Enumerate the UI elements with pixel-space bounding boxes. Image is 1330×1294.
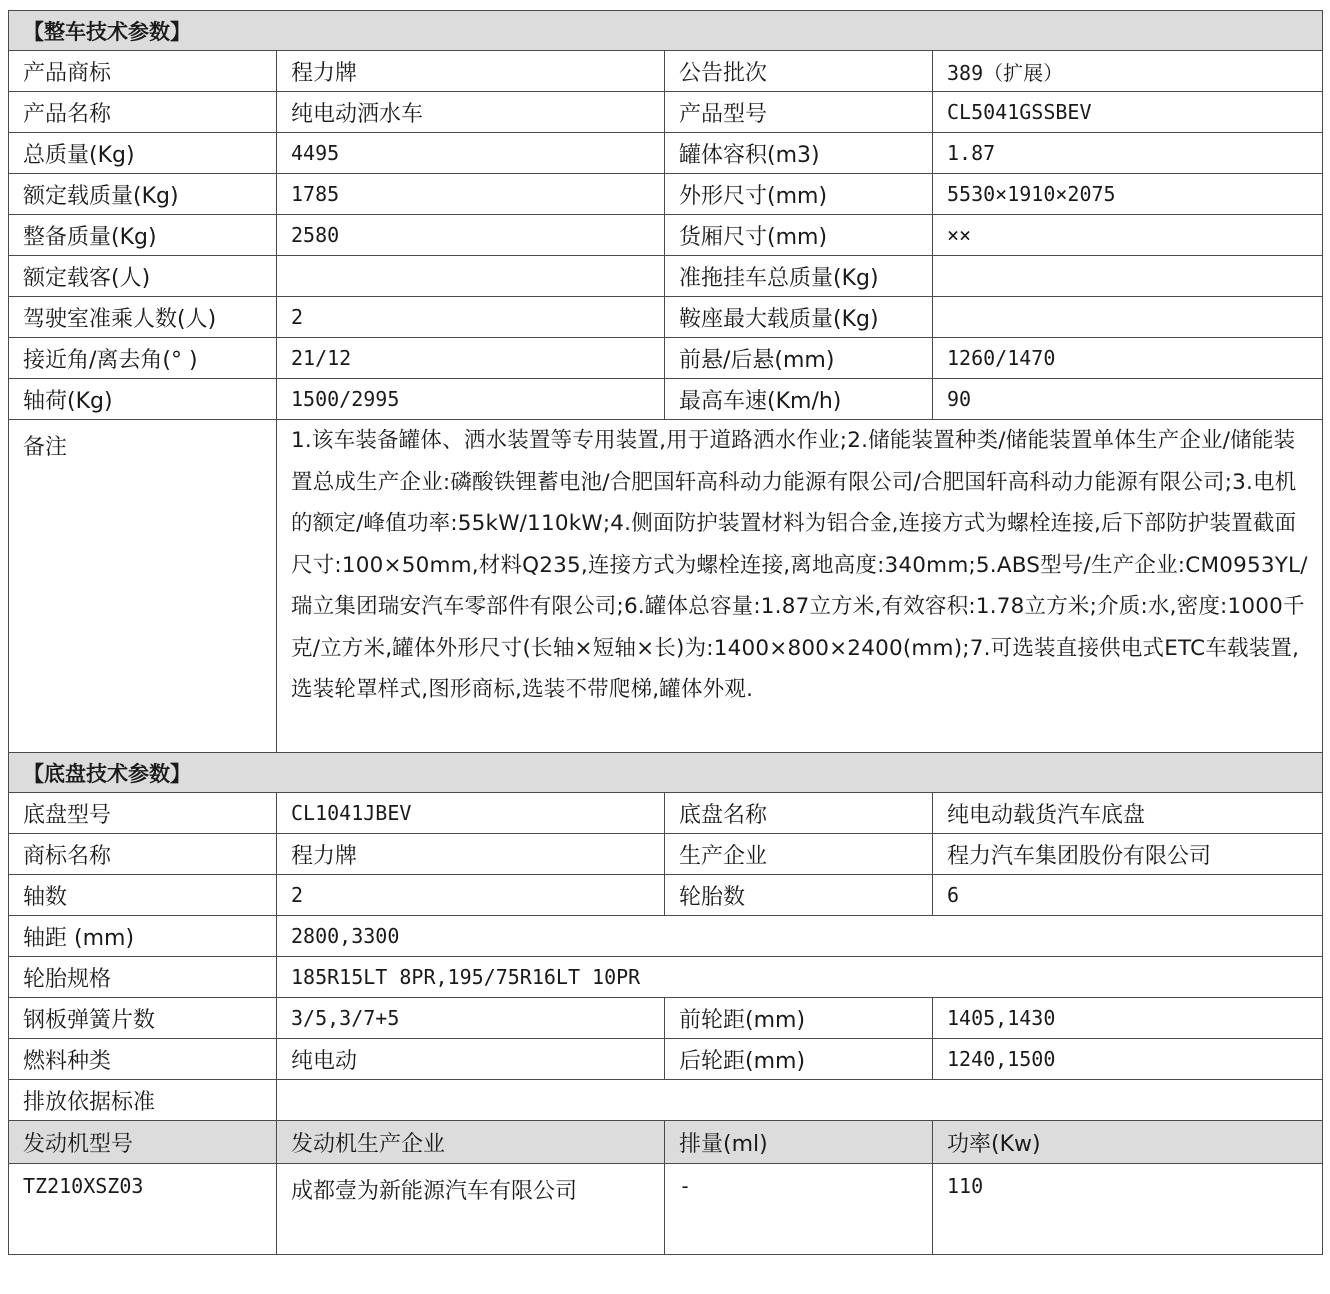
remarks-text: 1.该车装备罐体、洒水装置等专用装置,用于道路洒水作业;2.储能装置种类/储能装置单体生产企业/储能装置总成生产企业:磷酸铁锂蓄电池/合肥国轩高科动力能源有限公司/合肥国轩高科动力能源有限公司;3.电机的额定/峰值功率:55kW/110kW;4.侧面防护装置材料为铝合金,连接方式为螺栓连接,后下部防护装置截面尺寸:100×50mm,材料Q235,连接方式为螺栓连接,离地高度:340mm;5.ABS型号/生产企业:CM0953YL/瑞立集团瑞安汽车零部件有限公司;6.罐体总容量:1.87立方米,有效容积:1.78立方米;介质:水,密度:1000千克/立方米,罐体外形尺寸(长轴×短轴×长)为:1400×800×2400(mm);7.可选装直接供电式ETC车载装置,选装轮罩样式,图形商标,选装不带爬梯,罐体外观.: [277, 420, 1323, 753]
value-cell: 6: [933, 875, 1323, 916]
label-cell: 接近角/离去角(° ): [9, 338, 277, 379]
value-cell: TZ210XSZ03: [9, 1164, 277, 1255]
value-cell: 1260/1470: [933, 338, 1323, 379]
label-cell: 轮胎规格: [9, 957, 277, 998]
table-row: [9, 379, 1323, 420]
column-header: 发动机生产企业: [277, 1121, 665, 1164]
label-cell: 额定载客(人): [9, 256, 277, 297]
spec-table: [8, 10, 1323, 1255]
value-cell: CL1041JBEV: [277, 793, 665, 834]
label-cell: 轮胎数: [665, 875, 933, 916]
value-cell: 2580: [277, 215, 665, 256]
table-row: [9, 875, 1323, 916]
column-header: 排量(ml): [665, 1121, 933, 1164]
label-cell: 轴荷(Kg): [9, 379, 277, 420]
value-cell: [933, 297, 1323, 338]
engine-row: [9, 1164, 1323, 1255]
label-cell: 整备质量(Kg): [9, 215, 277, 256]
label-cell: 货厢尺寸(mm): [665, 215, 933, 256]
label-cell: 额定载质量(Kg): [9, 174, 277, 215]
table-row: [9, 998, 1323, 1039]
value-cell: 程力牌: [277, 51, 665, 92]
table-row: [9, 957, 1323, 998]
value-cell: 110: [933, 1164, 1323, 1255]
value-cell: 1.87: [933, 133, 1323, 174]
label-cell: 前悬/后悬(mm): [665, 338, 933, 379]
label-cell: 驾驶室准乘人数(人): [9, 297, 277, 338]
table-row: [9, 1039, 1323, 1080]
section-title-chassis: 【底盘技术参数】: [9, 753, 1323, 793]
value-cell: ××: [933, 215, 1323, 256]
value-cell: 3/5,3/7+5: [277, 998, 665, 1039]
value-cell: 程力牌: [277, 834, 665, 875]
section-title-vehicle: 【整车技术参数】: [9, 11, 1323, 51]
table-row: [9, 1080, 1323, 1121]
label-cell: 总质量(Kg): [9, 133, 277, 174]
remarks-label: 备注: [9, 420, 277, 753]
label-cell: 鞍座最大载质量(Kg): [665, 297, 933, 338]
value-cell: -: [665, 1164, 933, 1255]
value-cell: 185R15LT 8PR,195/75R16LT 10PR: [277, 957, 1323, 998]
value-cell: 纯电动: [277, 1039, 665, 1080]
value-cell: 纯电动载货汽车底盘: [933, 793, 1323, 834]
table-row: [9, 338, 1323, 379]
value-cell: 2: [277, 875, 665, 916]
value-cell: 4495: [277, 133, 665, 174]
value-cell: 1240,1500: [933, 1039, 1323, 1080]
value-cell: 1500/2995: [277, 379, 665, 420]
label-cell: 轴距 (mm): [9, 916, 277, 957]
label-cell: 前轮距(mm): [665, 998, 933, 1039]
label-cell: 最高车速(Km/h): [665, 379, 933, 420]
value-cell: 纯电动洒水车: [277, 92, 665, 133]
label-cell: 底盘型号: [9, 793, 277, 834]
table-row: [9, 51, 1323, 92]
value-cell: 5530×1910×2075: [933, 174, 1323, 215]
engine-header-row: [9, 1121, 1323, 1164]
label-cell: 产品名称: [9, 92, 277, 133]
label-cell: 产品型号: [665, 92, 933, 133]
value-cell: 389（扩展）: [933, 51, 1323, 92]
value-cell: 1785: [277, 174, 665, 215]
table-row: [9, 916, 1323, 957]
table-row: [9, 297, 1323, 338]
column-header: 功率(Kw): [933, 1121, 1323, 1164]
table-row: [9, 215, 1323, 256]
value-cell: [277, 1080, 1323, 1121]
label-cell: 燃料种类: [9, 1039, 277, 1080]
value-cell: [933, 256, 1323, 297]
label-cell: 罐体容积(m3): [665, 133, 933, 174]
label-cell: 商标名称: [9, 834, 277, 875]
table-row: [9, 174, 1323, 215]
value-cell: 21/12: [277, 338, 665, 379]
label-cell: 轴数: [9, 875, 277, 916]
table-row: [9, 133, 1323, 174]
label-cell: 底盘名称: [665, 793, 933, 834]
value-cell: 程力汽车集团股份有限公司: [933, 834, 1323, 875]
label-cell: 钢板弹簧片数: [9, 998, 277, 1039]
label-cell: 外形尺寸(mm): [665, 174, 933, 215]
table-row: [9, 834, 1323, 875]
value-cell: 2800,3300: [277, 916, 1323, 957]
label-cell: 产品商标: [9, 51, 277, 92]
value-cell: 2: [277, 297, 665, 338]
label-cell: 后轮距(mm): [665, 1039, 933, 1080]
value-cell: 90: [933, 379, 1323, 420]
table-row: [9, 92, 1323, 133]
value-cell: 1405,1430: [933, 998, 1323, 1039]
label-cell: 准拖挂车总质量(Kg): [665, 256, 933, 297]
remarks-row: [9, 420, 1323, 753]
label-cell: 公告批次: [665, 51, 933, 92]
table-row: [9, 256, 1323, 297]
table-row: [9, 793, 1323, 834]
label-cell: 生产企业: [665, 834, 933, 875]
value-cell: 成都壹为新能源汽车有限公司: [277, 1164, 665, 1255]
label-cell: 排放依据标准: [9, 1080, 277, 1121]
value-cell: CL5041GSSBEV: [933, 92, 1323, 133]
value-cell: [277, 256, 665, 297]
column-header: 发动机型号: [9, 1121, 277, 1164]
